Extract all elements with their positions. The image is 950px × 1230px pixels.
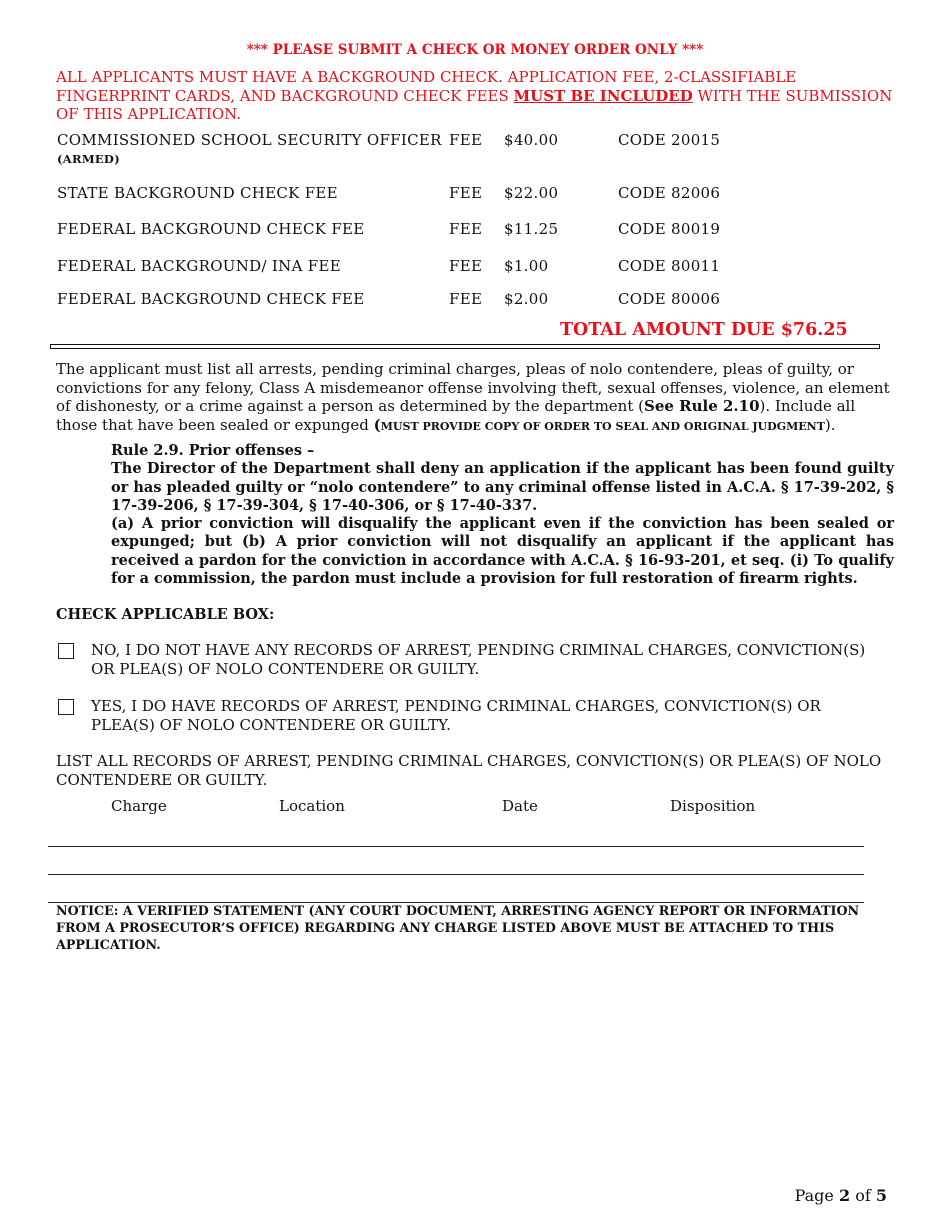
applicant-text-end: ). bbox=[824, 415, 836, 434]
page-number bbox=[795, 1186, 887, 1205]
column-location: Location bbox=[279, 797, 345, 815]
no-records-option[interactable] bbox=[56, 641, 886, 681]
fee-code: CODE 20015 bbox=[618, 131, 721, 149]
yes-records-label: YES, I DO HAVE RECORDS OF ARREST, PENDING CRIMINAL CHARGES, CONVICTION(S) OR PLEA(S) OF NOLO CONTENDERE OR GUILTY. bbox=[91, 697, 821, 734]
fee-code: CODE 80006 bbox=[618, 290, 721, 308]
fee-name: FEDERAL BACKGROUND CHECK FEE bbox=[57, 220, 365, 238]
column-date: Date bbox=[502, 797, 538, 815]
column-disposition: Disposition bbox=[670, 797, 756, 815]
fee-code: CODE 82006 bbox=[618, 184, 721, 202]
fee-row bbox=[57, 220, 857, 240]
verified-statement-notice: NOTICE: A VERIFIED STATEMENT (ANY COURT DOCUMENT, ARRESTING AGENCY REPORT OR INFORMATION FROM A PROSECUTOR’S OFFICE) REGARDING ANY CHARGE LISTED ABOVE MUST BE ATTACHED TO THIS APPLICATION. bbox=[56, 903, 860, 952]
page-word: Page bbox=[794, 1186, 834, 1205]
rule-2-9-block bbox=[111, 442, 894, 588]
fee-amount: $11.25 bbox=[504, 220, 559, 238]
fee-amount: $2.00 bbox=[504, 290, 549, 308]
fee-row bbox=[57, 290, 857, 310]
fee-row bbox=[57, 257, 857, 277]
fee-code: CODE 80011 bbox=[618, 257, 721, 275]
current-page: 2 bbox=[838, 1186, 851, 1205]
no-records-label: NO, I DO NOT HAVE ANY RECORDS OF ARREST, PENDING CRIMINAL CHARGES, CONVICTION(S) OR PLEA(S) OF NOLO CONTENDERE OR GUILTY. bbox=[91, 641, 866, 678]
fee-label: FEE bbox=[449, 290, 483, 308]
fee-name: FEDERAL BACKGROUND CHECK FEE bbox=[57, 290, 365, 308]
fee-amount: $1.00 bbox=[504, 257, 549, 275]
total-amount-due: TOTAL AMOUNT DUE $76.25 bbox=[560, 320, 848, 340]
fee-row bbox=[57, 184, 857, 204]
fee-armed-note: (ARMED) bbox=[57, 152, 120, 166]
section-divider bbox=[50, 344, 880, 349]
seal-order-note: MUST PROVIDE COPY OF ORDER TO SEAL AND ORIGINAL JUDGMENT bbox=[380, 419, 825, 433]
no-records-checkbox[interactable] bbox=[58, 643, 74, 659]
yes-records-option[interactable] bbox=[56, 697, 886, 737]
column-charge: Charge bbox=[111, 797, 167, 815]
of-word: of bbox=[855, 1186, 871, 1205]
total-pages: 5 bbox=[875, 1186, 887, 1205]
intro-text-end: WITH THE SUBMISSION OF THIS APPLICATION. bbox=[56, 86, 893, 123]
fee-label: FEE bbox=[449, 131, 483, 149]
submit-payment-note: *** PLEASE SUBMIT A CHECK OR MONEY ORDER ONLY *** bbox=[246, 42, 704, 58]
fee-row-subtitle bbox=[57, 152, 857, 172]
background-check-intro bbox=[56, 68, 896, 124]
applicant-text: The applicant must list all arrests, pending criminal charges, pleas of nolo contendere, pleas of guilty, or convictions for any felony, Class A misdemeanor offense involving theft, sexual offenses, violence, an element of dishonesty, or a crime against a person as determined by the department ( bbox=[56, 360, 890, 415]
fee-name: COMMISSIONED SCHOOL SECURITY OFFICER bbox=[57, 131, 442, 149]
record-entry-line[interactable] bbox=[48, 874, 864, 875]
applicant-text-cont: ). Include all those that have been sealed or expunged bbox=[56, 397, 856, 434]
intro-text: ALL APPLICANTS MUST HAVE A BACKGROUND CHECK. APPLICATION FEE, 2-CLASSIFIABLE FINGERPRINT CARDS, AND BACKGROUND CHECK FEES bbox=[56, 68, 797, 105]
rule-title: Rule 2.9. Prior offenses – bbox=[111, 442, 315, 459]
fee-name: FEDERAL BACKGROUND/ INA FEE bbox=[57, 257, 341, 275]
fee-row bbox=[57, 131, 857, 151]
fee-label: FEE bbox=[449, 220, 483, 238]
record-entry-line[interactable] bbox=[48, 846, 864, 847]
fee-label: FEE bbox=[449, 257, 483, 275]
check-applicable-heading: CHECK APPLICABLE BOX: bbox=[56, 606, 275, 623]
fee-name: STATE BACKGROUND CHECK FEE bbox=[57, 184, 338, 202]
paren-open: ( bbox=[373, 415, 381, 434]
fee-code: CODE 80019 bbox=[618, 220, 721, 238]
fee-amount: $22.00 bbox=[504, 184, 559, 202]
intro-emphasis: MUST BE INCLUDED bbox=[513, 86, 693, 105]
applicant-instructions bbox=[56, 360, 896, 436]
rule-paragraph: The Director of the Department shall deny an application if the applicant has been found guilty or has pleaded guilty or “nolo contendere” to any criminal offense listed in A.C.A. § 17-39-202, § 17-39-206, § 17-39-304, § 17-40-306, or § 17-40-337. bbox=[111, 460, 894, 514]
see-rule-reference: See Rule 2.10 bbox=[644, 397, 760, 415]
rule-paragraph: (a) A prior conviction will disqualify the applicant even if the conviction has been sealed or expunged; but (b) A prior conviction will not disqualify an applicant if the applicant has received a pardon for the conviction in accordance with A.C.A. § 16-93-201, et seq. (i) To qualify for a commission, the pardon must include a provision for full restoration of firearm rights. bbox=[111, 515, 894, 588]
yes-records-checkbox[interactable] bbox=[58, 699, 74, 715]
fee-label: FEE bbox=[449, 184, 483, 202]
records-list-heading: LIST ALL RECORDS OF ARREST, PENDING CRIMINAL CHARGES, CONVICTION(S) OR PLEA(S) OF NOLO CONTENDERE OR GUILTY. bbox=[56, 752, 882, 789]
fee-amount: $40.00 bbox=[504, 131, 559, 149]
